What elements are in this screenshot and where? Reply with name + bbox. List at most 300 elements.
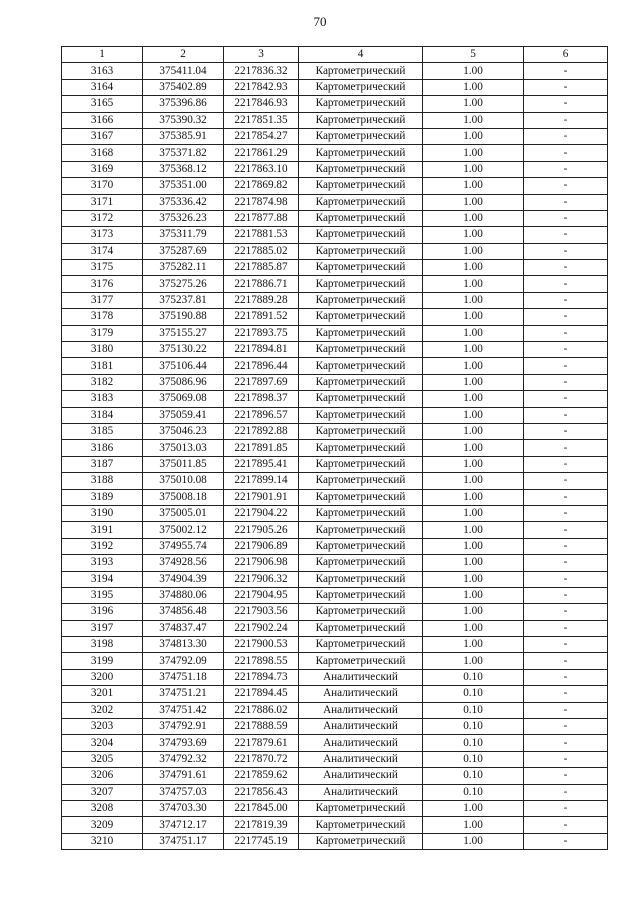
method-cell: Аналитический	[299, 702, 423, 718]
note-cell: -	[524, 292, 608, 308]
x-coordinate-cell: 375275.26	[143, 276, 224, 292]
accuracy-cell: 1.00	[423, 800, 524, 816]
note-cell: -	[524, 538, 608, 554]
x-coordinate-cell: 374791.61	[143, 768, 224, 784]
accuracy-cell: 0.10	[423, 735, 524, 751]
point-number-cell: 3169	[62, 161, 143, 177]
point-number-cell: 3196	[62, 604, 143, 620]
table-row	[62, 686, 608, 702]
coordinates-table	[61, 46, 608, 850]
point-number-cell: 3175	[62, 260, 143, 276]
x-coordinate-cell: 374880.06	[143, 587, 224, 603]
x-coordinate-cell: 374751.21	[143, 686, 224, 702]
method-cell: Картометрический	[299, 342, 423, 358]
column-header: 1	[62, 47, 143, 63]
x-coordinate-cell: 375002.12	[143, 522, 224, 538]
method-cell: Картометрический	[299, 538, 423, 554]
accuracy-cell: 1.00	[423, 538, 524, 554]
note-cell: -	[524, 735, 608, 751]
x-coordinate-cell: 374792.09	[143, 653, 224, 669]
y-coordinate-cell: 2217898.55	[224, 653, 299, 669]
table-row	[62, 555, 608, 571]
table-row	[62, 227, 608, 243]
table-row	[62, 79, 608, 95]
table-row	[62, 423, 608, 439]
note-cell: -	[524, 637, 608, 653]
method-cell: Картометрический	[299, 571, 423, 587]
note-cell: -	[524, 358, 608, 374]
y-coordinate-cell: 2217906.98	[224, 555, 299, 571]
method-cell: Картометрический	[299, 833, 423, 849]
method-cell: Картометрический	[299, 620, 423, 636]
table-row	[62, 145, 608, 161]
y-coordinate-cell: 2217846.93	[224, 96, 299, 112]
point-number-cell: 3173	[62, 227, 143, 243]
y-coordinate-cell: 2217896.44	[224, 358, 299, 374]
accuracy-cell: 0.10	[423, 702, 524, 718]
x-coordinate-cell: 374757.03	[143, 784, 224, 800]
table-row	[62, 456, 608, 472]
accuracy-cell: 1.00	[423, 637, 524, 653]
x-coordinate-cell: 375046.23	[143, 423, 224, 439]
table-row	[62, 489, 608, 505]
table-row	[62, 342, 608, 358]
note-cell: -	[524, 243, 608, 259]
y-coordinate-cell: 2217904.95	[224, 587, 299, 603]
point-number-cell: 3179	[62, 325, 143, 341]
method-cell: Картометрический	[299, 587, 423, 603]
y-coordinate-cell: 2217861.29	[224, 145, 299, 161]
x-coordinate-cell: 375011.85	[143, 456, 224, 472]
y-coordinate-cell: 2217901.91	[224, 489, 299, 505]
x-coordinate-cell: 374703.30	[143, 800, 224, 816]
method-cell: Картометрический	[299, 161, 423, 177]
x-coordinate-cell: 375326.23	[143, 210, 224, 226]
table-row	[62, 309, 608, 325]
note-cell: -	[524, 178, 608, 194]
accuracy-cell: 1.00	[423, 407, 524, 423]
accuracy-cell: 1.00	[423, 325, 524, 341]
point-number-cell: 3165	[62, 96, 143, 112]
y-coordinate-cell: 2217851.35	[224, 112, 299, 128]
table-row	[62, 276, 608, 292]
note-cell: -	[524, 784, 608, 800]
table-row	[62, 292, 608, 308]
note-cell: -	[524, 210, 608, 226]
table-row	[62, 637, 608, 653]
accuracy-cell: 1.00	[423, 276, 524, 292]
note-cell: -	[524, 686, 608, 702]
table-row	[62, 325, 608, 341]
y-coordinate-cell: 2217885.87	[224, 260, 299, 276]
note-cell: -	[524, 79, 608, 95]
note-cell: -	[524, 489, 608, 505]
x-coordinate-cell: 375008.18	[143, 489, 224, 505]
accuracy-cell: 0.10	[423, 669, 524, 685]
note-cell: -	[524, 702, 608, 718]
accuracy-cell: 1.00	[423, 522, 524, 538]
method-cell: Аналитический	[299, 686, 423, 702]
page-number: 70	[313, 14, 327, 29]
table-row	[62, 161, 608, 177]
accuracy-cell: 1.00	[423, 374, 524, 390]
point-number-cell: 3178	[62, 309, 143, 325]
accuracy-cell: 1.00	[423, 489, 524, 505]
x-coordinate-cell: 374813.30	[143, 637, 224, 653]
method-cell: Картометрический	[299, 128, 423, 144]
accuracy-cell: 1.00	[423, 620, 524, 636]
table-row	[62, 63, 608, 79]
point-number-cell: 3180	[62, 342, 143, 358]
table-row	[62, 260, 608, 276]
x-coordinate-cell: 375371.82	[143, 145, 224, 161]
table-row	[62, 522, 608, 538]
note-cell: -	[524, 653, 608, 669]
point-number-cell: 3171	[62, 194, 143, 210]
point-number-cell: 3204	[62, 735, 143, 751]
method-cell: Аналитический	[299, 719, 423, 735]
point-number-cell: 3195	[62, 587, 143, 603]
note-cell: -	[524, 309, 608, 325]
x-coordinate-cell: 375106.44	[143, 358, 224, 374]
method-cell: Картометрический	[299, 653, 423, 669]
y-coordinate-cell: 2217905.26	[224, 522, 299, 538]
method-cell: Аналитический	[299, 768, 423, 784]
note-cell: -	[524, 407, 608, 423]
table-row	[62, 702, 608, 718]
table-row	[62, 96, 608, 112]
note-cell: -	[524, 604, 608, 620]
y-coordinate-cell: 2217881.53	[224, 227, 299, 243]
note-cell: -	[524, 833, 608, 849]
note-cell: -	[524, 522, 608, 538]
note-cell: -	[524, 96, 608, 112]
method-cell: Картометрический	[299, 145, 423, 161]
method-cell: Картометрический	[299, 194, 423, 210]
accuracy-cell: 0.10	[423, 751, 524, 767]
method-cell: Картометрический	[299, 604, 423, 620]
y-coordinate-cell: 2217894.73	[224, 669, 299, 685]
accuracy-cell: 1.00	[423, 391, 524, 407]
y-coordinate-cell: 2217900.53	[224, 637, 299, 653]
point-number-cell: 3184	[62, 407, 143, 423]
method-cell: Картометрический	[299, 407, 423, 423]
table-row	[62, 210, 608, 226]
x-coordinate-cell: 375190.88	[143, 309, 224, 325]
accuracy-cell: 1.00	[423, 112, 524, 128]
table-row	[62, 194, 608, 210]
point-number-cell: 3185	[62, 423, 143, 439]
note-cell: -	[524, 276, 608, 292]
accuracy-cell: 1.00	[423, 194, 524, 210]
note-cell: -	[524, 194, 608, 210]
x-coordinate-cell: 375311.79	[143, 227, 224, 243]
table-row	[62, 587, 608, 603]
y-coordinate-cell: 2217904.22	[224, 505, 299, 521]
x-coordinate-cell: 374856.48	[143, 604, 224, 620]
y-coordinate-cell: 2217892.88	[224, 423, 299, 439]
accuracy-cell: 0.10	[423, 784, 524, 800]
method-cell: Картометрический	[299, 489, 423, 505]
method-cell: Картометрический	[299, 63, 423, 79]
note-cell: -	[524, 587, 608, 603]
x-coordinate-cell: 375351.00	[143, 178, 224, 194]
x-coordinate-cell: 375086.96	[143, 374, 224, 390]
x-coordinate-cell: 375010.08	[143, 473, 224, 489]
accuracy-cell: 1.00	[423, 210, 524, 226]
accuracy-cell: 1.00	[423, 653, 524, 669]
method-cell: Аналитический	[299, 735, 423, 751]
y-coordinate-cell: 2217879.61	[224, 735, 299, 751]
table-row	[62, 735, 608, 751]
point-number-cell: 3166	[62, 112, 143, 128]
accuracy-cell: 0.10	[423, 686, 524, 702]
y-coordinate-cell: 2217886.71	[224, 276, 299, 292]
table-row	[62, 358, 608, 374]
x-coordinate-cell: 375396.86	[143, 96, 224, 112]
accuracy-cell: 1.00	[423, 243, 524, 259]
x-coordinate-cell: 375130.22	[143, 342, 224, 358]
x-coordinate-cell: 374712.17	[143, 817, 224, 833]
y-coordinate-cell: 2217859.62	[224, 768, 299, 784]
table-header-row	[62, 47, 608, 63]
x-coordinate-cell: 375013.03	[143, 440, 224, 456]
point-number-cell: 3170	[62, 178, 143, 194]
point-number-cell: 3177	[62, 292, 143, 308]
x-coordinate-cell: 375368.12	[143, 161, 224, 177]
point-number-cell: 3210	[62, 833, 143, 849]
table-row	[62, 178, 608, 194]
point-number-cell: 3181	[62, 358, 143, 374]
table-row	[62, 374, 608, 390]
note-cell: -	[524, 325, 608, 341]
method-cell: Картометрический	[299, 112, 423, 128]
table-row	[62, 604, 608, 620]
accuracy-cell: 0.10	[423, 768, 524, 784]
method-cell: Картометрический	[299, 227, 423, 243]
table-row	[62, 571, 608, 587]
y-coordinate-cell: 2217819.39	[224, 817, 299, 833]
point-number-cell: 3200	[62, 669, 143, 685]
table-row	[62, 653, 608, 669]
table-row	[62, 538, 608, 554]
point-number-cell: 3201	[62, 686, 143, 702]
note-cell: -	[524, 505, 608, 521]
y-coordinate-cell: 2217842.93	[224, 79, 299, 95]
point-number-cell: 3172	[62, 210, 143, 226]
method-cell: Картометрический	[299, 276, 423, 292]
note-cell: -	[524, 145, 608, 161]
table-row	[62, 473, 608, 489]
accuracy-cell: 1.00	[423, 309, 524, 325]
point-number-cell: 3164	[62, 79, 143, 95]
method-cell: Картометрический	[299, 456, 423, 472]
y-coordinate-cell: 2217893.75	[224, 325, 299, 341]
table-row	[62, 128, 608, 144]
point-number-cell: 3187	[62, 456, 143, 472]
method-cell: Картометрический	[299, 309, 423, 325]
table-row	[62, 407, 608, 423]
x-coordinate-cell: 375287.69	[143, 243, 224, 259]
point-number-cell: 3199	[62, 653, 143, 669]
x-coordinate-cell: 374751.42	[143, 702, 224, 718]
table-row	[62, 620, 608, 636]
method-cell: Картометрический	[299, 473, 423, 489]
point-number-cell: 3202	[62, 702, 143, 718]
method-cell: Картометрический	[299, 243, 423, 259]
point-number-cell: 3197	[62, 620, 143, 636]
point-number-cell: 3206	[62, 768, 143, 784]
x-coordinate-cell: 374955.74	[143, 538, 224, 554]
y-coordinate-cell: 2217894.81	[224, 342, 299, 358]
note-cell: -	[524, 751, 608, 767]
method-cell: Картометрический	[299, 505, 423, 521]
y-coordinate-cell: 2217894.45	[224, 686, 299, 702]
method-cell: Картометрический	[299, 391, 423, 407]
method-cell: Картометрический	[299, 423, 423, 439]
x-coordinate-cell: 374904.39	[143, 571, 224, 587]
method-cell: Картометрический	[299, 522, 423, 538]
accuracy-cell: 0.10	[423, 719, 524, 735]
accuracy-cell: 1.00	[423, 79, 524, 95]
method-cell: Картометрический	[299, 358, 423, 374]
x-coordinate-cell: 374792.91	[143, 719, 224, 735]
accuracy-cell: 1.00	[423, 473, 524, 489]
note-cell: -	[524, 669, 608, 685]
table-row	[62, 751, 608, 767]
table-row	[62, 768, 608, 784]
y-coordinate-cell: 2217869.82	[224, 178, 299, 194]
table-row	[62, 669, 608, 685]
column-header: 3	[224, 47, 299, 63]
accuracy-cell: 1.00	[423, 96, 524, 112]
y-coordinate-cell: 2217863.10	[224, 161, 299, 177]
accuracy-cell: 1.00	[423, 423, 524, 439]
note-cell: -	[524, 817, 608, 833]
method-cell: Картометрический	[299, 637, 423, 653]
y-coordinate-cell: 2217896.57	[224, 407, 299, 423]
table-row	[62, 833, 608, 849]
table-row	[62, 505, 608, 521]
note-cell: -	[524, 456, 608, 472]
y-coordinate-cell: 2217836.32	[224, 63, 299, 79]
note-cell: -	[524, 227, 608, 243]
note-cell: -	[524, 473, 608, 489]
x-coordinate-cell: 375237.81	[143, 292, 224, 308]
y-coordinate-cell: 2217898.37	[224, 391, 299, 407]
column-header: 6	[524, 47, 608, 63]
x-coordinate-cell: 375390.32	[143, 112, 224, 128]
accuracy-cell: 1.00	[423, 260, 524, 276]
method-cell: Картометрический	[299, 374, 423, 390]
accuracy-cell: 1.00	[423, 587, 524, 603]
x-coordinate-cell: 374751.18	[143, 669, 224, 685]
point-number-cell: 3193	[62, 555, 143, 571]
method-cell: Аналитический	[299, 784, 423, 800]
column-header: 2	[143, 47, 224, 63]
point-number-cell: 3198	[62, 637, 143, 653]
note-cell: -	[524, 260, 608, 276]
method-cell: Картометрический	[299, 79, 423, 95]
note-cell: -	[524, 440, 608, 456]
point-number-cell: 3207	[62, 784, 143, 800]
note-cell: -	[524, 555, 608, 571]
note-cell: -	[524, 161, 608, 177]
accuracy-cell: 1.00	[423, 178, 524, 194]
method-cell: Картометрический	[299, 817, 423, 833]
table-row	[62, 243, 608, 259]
accuracy-cell: 1.00	[423, 227, 524, 243]
point-number-cell: 3194	[62, 571, 143, 587]
note-cell: -	[524, 128, 608, 144]
y-coordinate-cell: 2217897.69	[224, 374, 299, 390]
accuracy-cell: 1.00	[423, 817, 524, 833]
accuracy-cell: 1.00	[423, 440, 524, 456]
table-row	[62, 800, 608, 816]
y-coordinate-cell: 2217903.56	[224, 604, 299, 620]
point-number-cell: 3209	[62, 817, 143, 833]
accuracy-cell: 1.00	[423, 571, 524, 587]
method-cell: Аналитический	[299, 751, 423, 767]
accuracy-cell: 1.00	[423, 833, 524, 849]
y-coordinate-cell: 2217885.02	[224, 243, 299, 259]
method-cell: Аналитический	[299, 669, 423, 685]
y-coordinate-cell: 2217889.28	[224, 292, 299, 308]
point-number-cell: 3167	[62, 128, 143, 144]
method-cell: Картометрический	[299, 96, 423, 112]
accuracy-cell: 1.00	[423, 63, 524, 79]
note-cell: -	[524, 391, 608, 407]
accuracy-cell: 1.00	[423, 604, 524, 620]
y-coordinate-cell: 2217891.52	[224, 309, 299, 325]
table-row	[62, 719, 608, 735]
y-coordinate-cell: 2217856.43	[224, 784, 299, 800]
y-coordinate-cell: 2217874.98	[224, 194, 299, 210]
point-number-cell: 3183	[62, 391, 143, 407]
method-cell: Картометрический	[299, 440, 423, 456]
point-number-cell: 3174	[62, 243, 143, 259]
table-row	[62, 112, 608, 128]
x-coordinate-cell: 374751.17	[143, 833, 224, 849]
accuracy-cell: 1.00	[423, 145, 524, 161]
x-coordinate-cell: 374928.56	[143, 555, 224, 571]
point-number-cell: 3191	[62, 522, 143, 538]
point-number-cell: 3208	[62, 800, 143, 816]
note-cell: -	[524, 719, 608, 735]
point-number-cell: 3189	[62, 489, 143, 505]
method-cell: Картометрический	[299, 292, 423, 308]
point-number-cell: 3186	[62, 440, 143, 456]
method-cell: Картометрический	[299, 260, 423, 276]
y-coordinate-cell: 2217877.88	[224, 210, 299, 226]
y-coordinate-cell: 2217899.14	[224, 473, 299, 489]
note-cell: -	[524, 112, 608, 128]
x-coordinate-cell: 375059.41	[143, 407, 224, 423]
accuracy-cell: 1.00	[423, 456, 524, 472]
y-coordinate-cell: 2217906.89	[224, 538, 299, 554]
note-cell: -	[524, 800, 608, 816]
note-cell: -	[524, 423, 608, 439]
point-number-cell: 3188	[62, 473, 143, 489]
y-coordinate-cell: 2217891.85	[224, 440, 299, 456]
accuracy-cell: 1.00	[423, 292, 524, 308]
point-number-cell: 3163	[62, 63, 143, 79]
note-cell: -	[524, 571, 608, 587]
accuracy-cell: 1.00	[423, 161, 524, 177]
column-header: 4	[299, 47, 423, 63]
method-cell: Картометрический	[299, 325, 423, 341]
point-number-cell: 3192	[62, 538, 143, 554]
